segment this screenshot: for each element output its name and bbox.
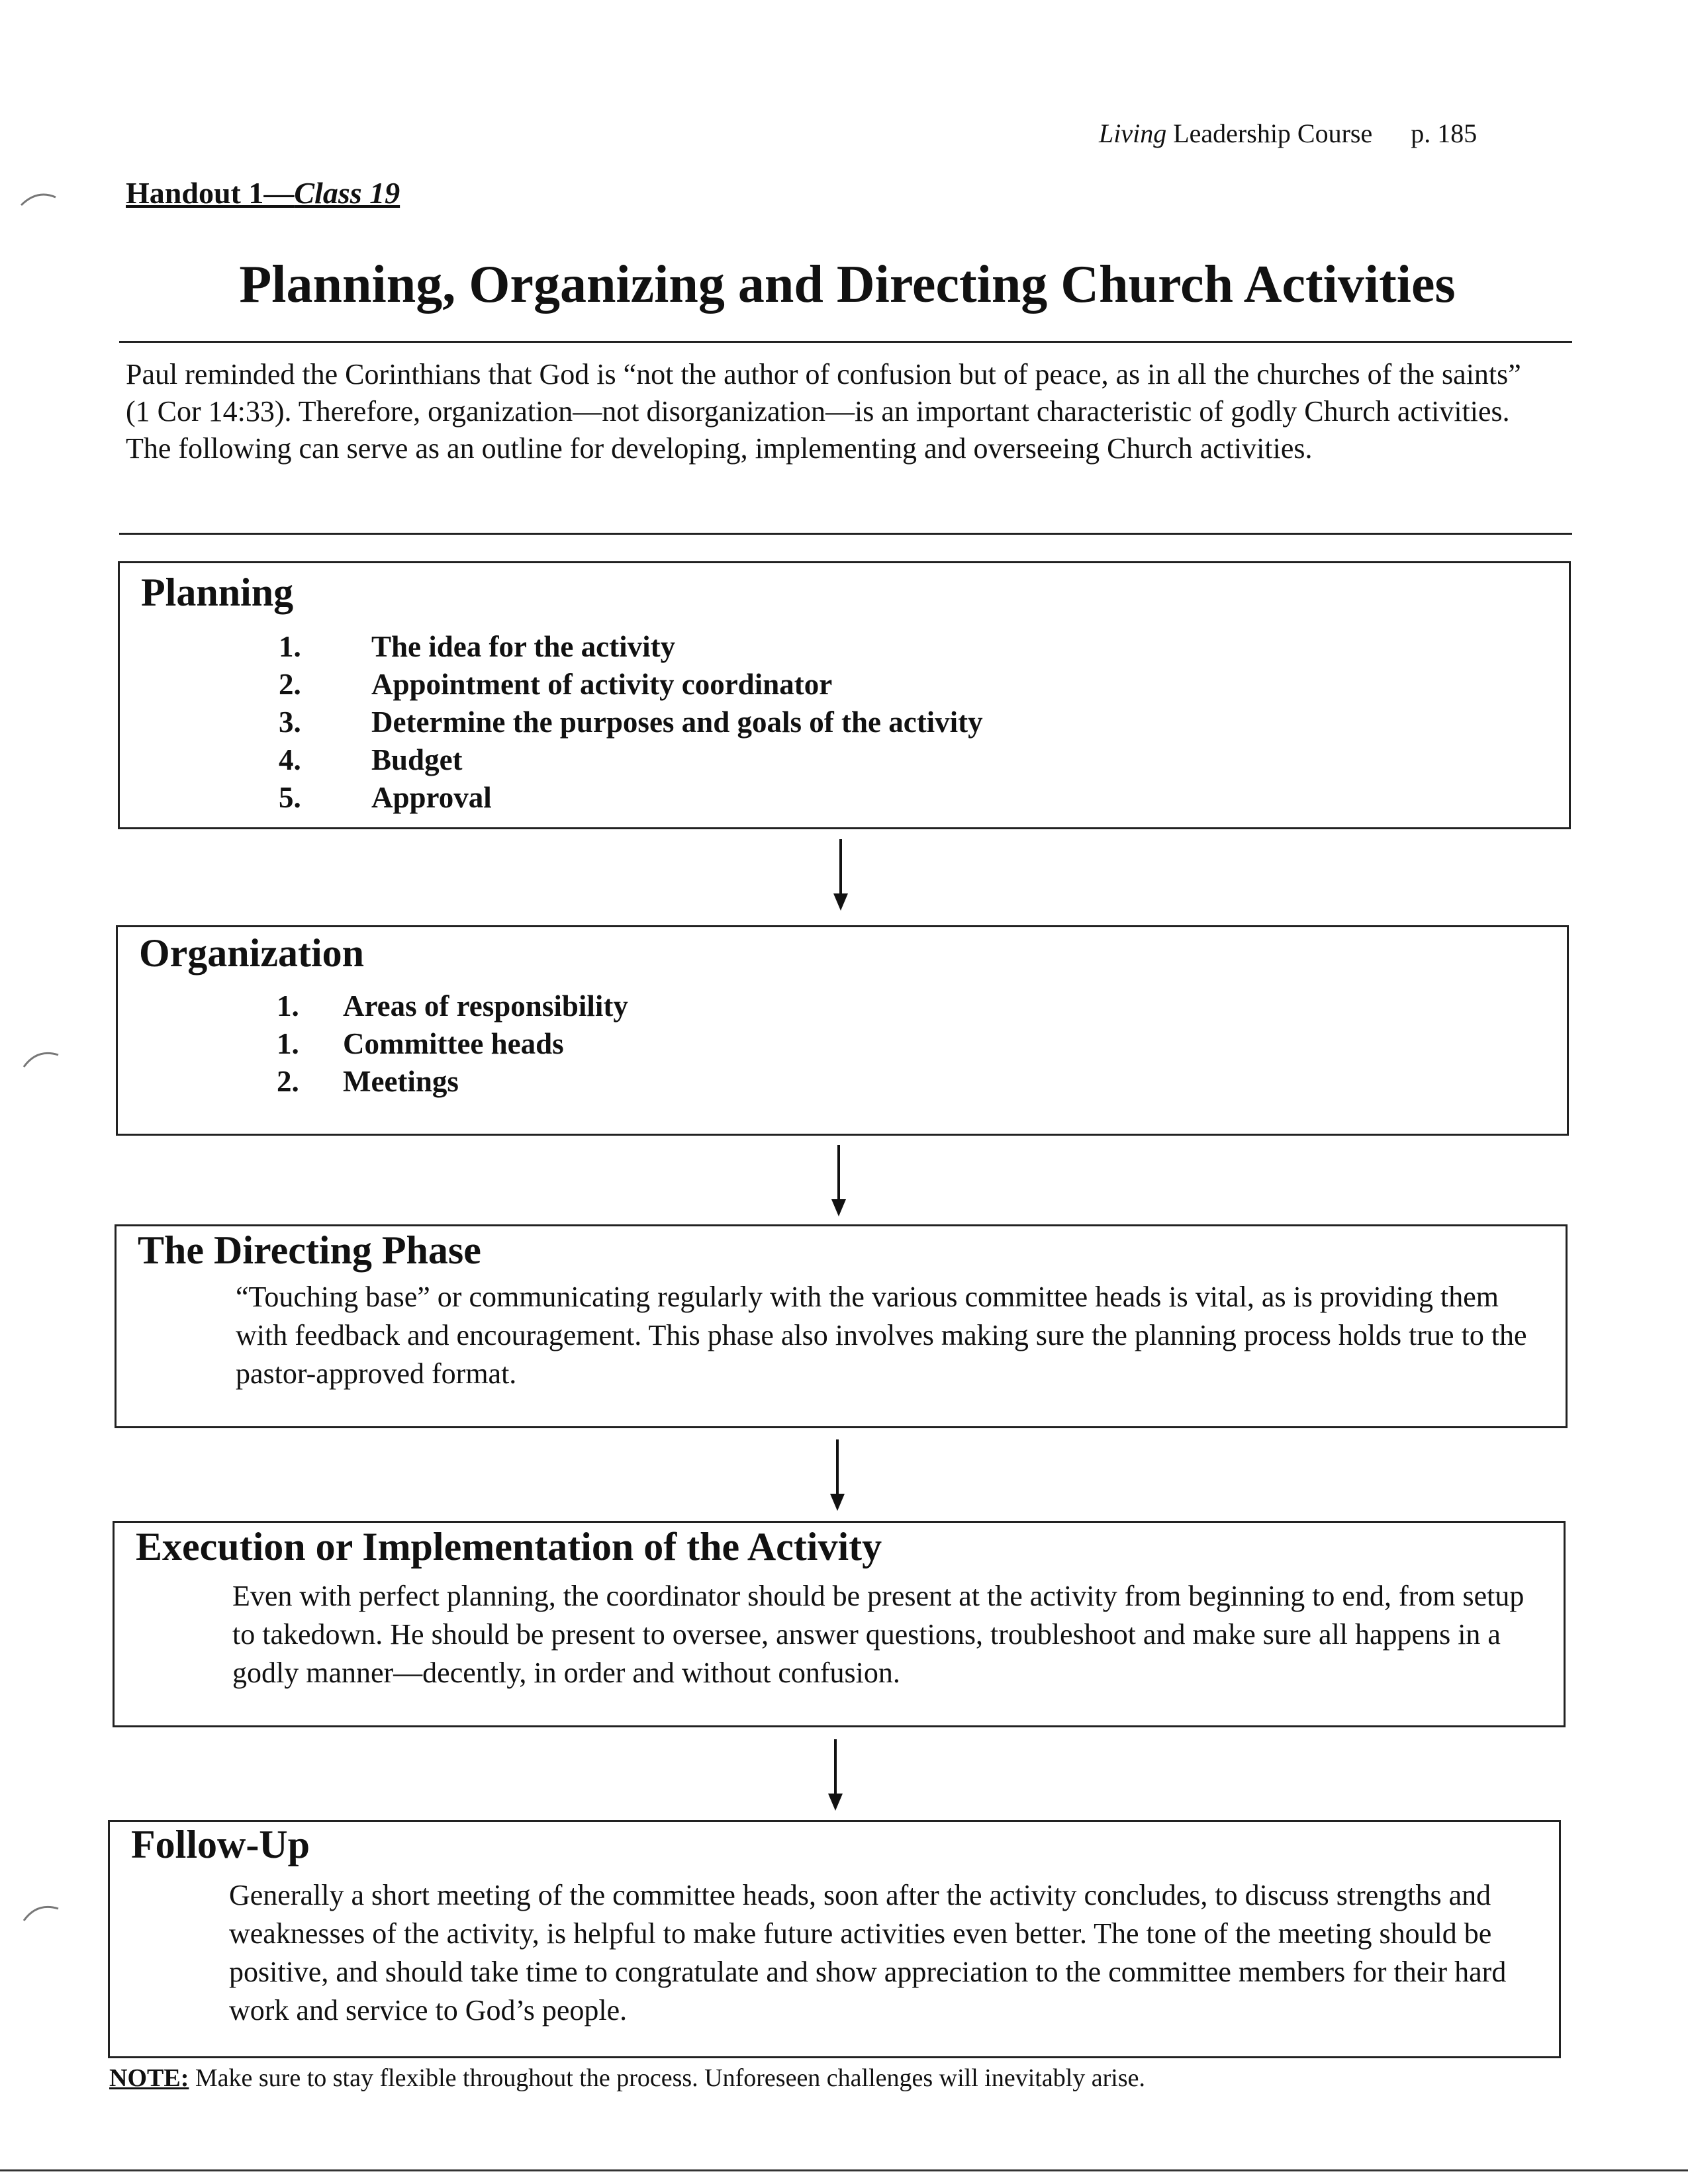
followup-box — [108, 1820, 1561, 2058]
directing-paragraph: “Touching base” or communicating regularly with the various committee heads is vital, as is providing them with feedback and encouragement. This phase also involves making sure the planning process holds true to the pastor-approved format. — [236, 1281, 1527, 1390]
item-text: Committee heads — [343, 1027, 564, 1060]
down-arrow-icon — [827, 1439, 847, 1512]
down-arrow-icon — [829, 1145, 849, 1218]
directing-heading: The Directing Phase — [138, 1228, 481, 1272]
intro-paragraph: Paul reminded the Corinthians that God is “not the author of confusion but of peace, as in all the churches of the saints” (1 Cor 14:33). Therefore, organization—not disorganization—is an important characteristic of godly Church activities. The following can serve as an outline for developing, implementing and overseeing Church activities. — [126, 358, 1521, 465]
handout-label — [126, 175, 400, 210]
page-bottom-edge — [0, 2169, 1688, 2171]
page-number: p. 185 — [1411, 118, 1477, 148]
note-label: NOTE: — [109, 2064, 189, 2092]
execution-paragraph: Even with perfect planning, the coordinator should be present at the activity from beginning to end, from setup to takedown. He should be present to oversee, answer questions, troubleshoot and make sure all happens in a godly manner—decently, in order and without confusion. — [232, 1580, 1524, 1689]
directing-box — [115, 1224, 1568, 1428]
followup-heading: Follow-Up — [131, 1823, 310, 1866]
organization-heading: Organization — [139, 931, 364, 975]
organization-box — [116, 925, 1569, 1136]
item-number: 1. — [277, 1027, 299, 1060]
down-arrow-icon — [831, 839, 851, 912]
binder-hole-mark — [19, 185, 58, 209]
down-arrow-icon — [825, 1739, 845, 1812]
divider-bottom — [119, 533, 1572, 535]
course-header — [1099, 118, 1477, 149]
class-number: Class 19 — [294, 176, 400, 210]
item-text: Meetings — [343, 1065, 459, 1098]
note — [109, 2064, 1145, 2093]
item-text: The idea for the activity — [371, 630, 676, 663]
item-number: 2. — [279, 668, 301, 701]
item-text: Budget — [371, 743, 463, 776]
course-name-italic: Living — [1099, 118, 1167, 148]
item-text: Areas of responsibility — [343, 989, 628, 1023]
execution-box — [113, 1521, 1566, 1727]
followup-paragraph: Generally a short meeting of the committee heads, soon after the activity concludes, to discuss strengths and weaknesses of the activity, is helpful to make future activities even better. The tone of the meeting should be positive, and should take time to congratulate and show appreciation to the committee members for their hard work and service to God’s people. — [229, 1879, 1507, 2026]
divider-top — [119, 341, 1572, 343]
page-title: Planning, Organizing and Directing Church Activities — [239, 255, 1456, 314]
binder-hole-mark — [21, 1899, 61, 1923]
planning-box — [118, 561, 1571, 829]
planning-heading: Planning — [141, 570, 294, 614]
course-name-rest: Leadership Course — [1166, 118, 1373, 148]
item-number: 1. — [277, 989, 299, 1023]
item-number: 3. — [279, 705, 301, 739]
item-number: 1. — [279, 630, 301, 663]
note-text: Make sure to stay flexible throughout the process. Unforeseen challenges will inevitably arise. — [189, 2064, 1145, 2092]
item-text: Appointment of activity coordinator — [371, 668, 833, 701]
item-number: 5. — [279, 781, 301, 814]
item-number: 2. — [277, 1065, 299, 1098]
binder-hole-mark — [21, 1046, 61, 1069]
execution-heading: Execution or Implementation of the Activity — [136, 1525, 882, 1569]
handout-number: Handout 1— — [126, 176, 295, 210]
item-text: Determine the purposes and goals of the activity — [371, 705, 983, 739]
item-text: Approval — [371, 781, 492, 814]
item-number: 4. — [279, 743, 301, 776]
